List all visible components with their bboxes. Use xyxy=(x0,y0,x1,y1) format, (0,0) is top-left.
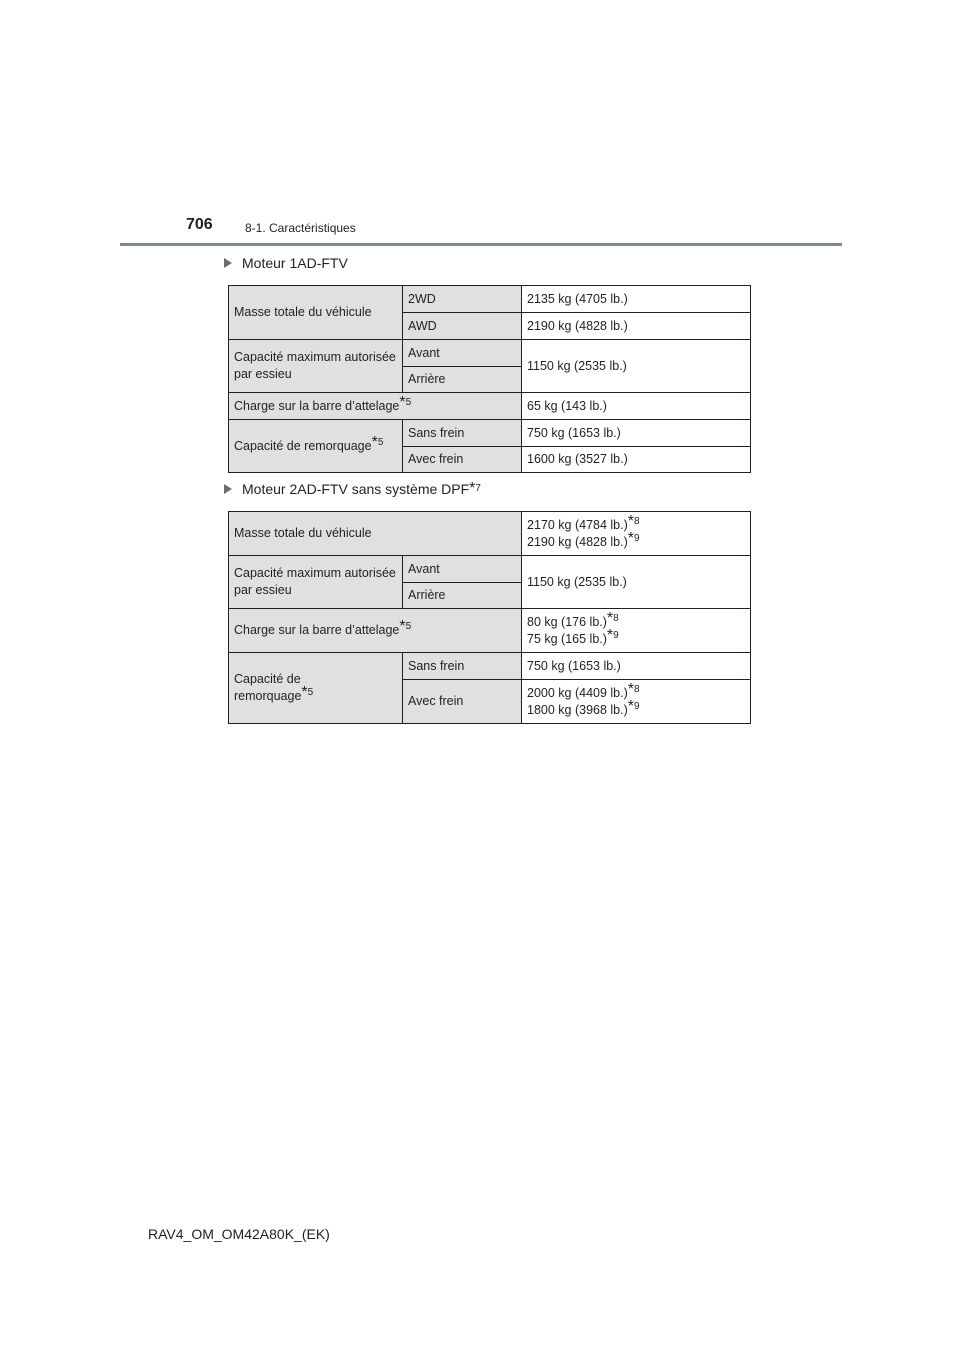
table-row xyxy=(229,609,751,653)
avec-frein-value: 1600 kg (3527 lb.) xyxy=(522,447,751,473)
page-number: 706 xyxy=(186,216,213,233)
essieu-value: 1150 kg (2535 lb.) xyxy=(522,556,751,609)
footnote-number: 8 xyxy=(634,515,640,527)
footnote-number: 5 xyxy=(377,436,384,448)
charge-barre-label: Charge sur la barre d’attelage xyxy=(234,398,400,413)
subheading-1ad-ftv xyxy=(224,255,348,271)
charge-barre-cell xyxy=(229,393,522,420)
footnote-number: 8 xyxy=(613,612,619,624)
footer-code: RAV4_OM_OM42A80K_(EK) xyxy=(148,1226,330,1242)
masse-awd-value: 2190 kg (4828 lb.) xyxy=(522,313,751,340)
header-divider xyxy=(120,243,842,246)
remorquage-cell xyxy=(229,420,403,473)
table-row xyxy=(229,420,751,447)
table-row xyxy=(229,512,751,556)
masse-value-1: 2170 kg (4784 lb.) xyxy=(527,517,628,532)
charge-barre-label: Charge sur la barre d’attelage xyxy=(234,623,400,637)
footnote-asterisk: * xyxy=(627,512,634,530)
table-row xyxy=(229,653,751,680)
masse-totale-label: Masse totale du véhicule xyxy=(229,286,403,340)
masse-awd-label: AWD xyxy=(403,313,522,340)
charge-barre-value: 65 kg (143 lb.) xyxy=(522,393,751,420)
masse-value-2: 2190 kg (4828 lb.) xyxy=(527,534,628,549)
footnote-number: 9 xyxy=(634,532,640,544)
remorquage-cell xyxy=(229,653,403,724)
footnote-asterisk: * xyxy=(399,393,406,411)
charge-value-1: 80 kg (176 lb.) xyxy=(527,614,607,629)
avec-frein-value-2: 1800 kg (3968 lb.) xyxy=(527,702,628,717)
charge-barre-cell xyxy=(229,609,522,653)
charge-value-2: 75 kg (165 lb.) xyxy=(527,631,607,646)
masse-2wd-label: 2WD xyxy=(403,286,522,313)
remorquage-label-line-2: remorquage xyxy=(234,689,302,703)
footnote-asterisk: * xyxy=(399,618,406,635)
spec-table-1ad-ftv xyxy=(228,285,751,473)
remorquage-label: Capacité de remorquage xyxy=(234,438,372,453)
subheading-2ad-ftv: Moteur 2AD-FTV sans système DPF * 7 xyxy=(224,481,481,497)
triangle-bullet-icon xyxy=(224,258,232,268)
subheading-text: Moteur 2AD-FTV sans système DPF xyxy=(242,481,470,497)
footnote-asterisk: * xyxy=(627,680,634,698)
footnote-asterisk: * xyxy=(606,626,614,644)
essieu-value: 1150 kg (2535 lb.) xyxy=(522,340,751,393)
table-row xyxy=(229,393,751,420)
masse-totale-value xyxy=(522,512,751,556)
remorquage-label-line-1: Capacité de xyxy=(234,672,301,686)
masse-2wd-value: 2135 kg (4705 lb.) xyxy=(522,286,751,313)
sans-frein-value: 750 kg (1653 lb.) xyxy=(522,653,751,680)
footnote-number: 8 xyxy=(634,683,640,695)
section-title: 8-1. Caractéristiques xyxy=(245,221,356,235)
masse-totale-label: Masse totale du véhicule xyxy=(229,512,522,556)
footnote-number: 5 xyxy=(405,621,412,632)
footnote-number: 9 xyxy=(634,700,640,712)
capacite-essieu-label: Capacité maximum autorisée par essieu xyxy=(229,556,403,609)
sans-frein-label: Sans frein xyxy=(403,420,522,447)
footnote-asterisk: * xyxy=(627,529,634,547)
triangle-bullet-icon xyxy=(224,484,232,494)
avant-label: Avant xyxy=(403,556,522,583)
table-row xyxy=(229,340,751,367)
table-row xyxy=(229,286,751,313)
footnote-asterisk: * xyxy=(606,609,614,627)
arriere-label: Arrière xyxy=(403,583,522,609)
sans-frein-label: Sans frein xyxy=(403,653,522,680)
avec-frein-value xyxy=(522,680,751,724)
capacite-essieu-label: Capacité maximum autorisée par essieu xyxy=(229,340,403,393)
avant-label: Avant xyxy=(403,340,522,367)
sans-frein-value: 750 kg (1653 lb.) xyxy=(522,420,751,447)
footnote-number: 5 xyxy=(307,687,314,698)
footnote-number: 9 xyxy=(613,629,619,641)
avec-frein-label: Avec frein xyxy=(403,447,522,473)
footnote-asterisk: * xyxy=(371,433,378,451)
subheading-text: Moteur 1AD-FTV xyxy=(242,255,348,271)
spec-table-2ad-ftv xyxy=(228,511,751,724)
footnote-number: 5 xyxy=(405,396,412,408)
table-row xyxy=(229,556,751,583)
footnote-asterisk: * xyxy=(627,697,634,715)
charge-barre-value xyxy=(522,609,751,653)
avec-frein-value-1: 2000 kg (4409 lb.) xyxy=(527,685,628,700)
footnote-asterisk: * xyxy=(301,684,308,701)
arriere-label: Arrière xyxy=(403,367,522,393)
avec-frein-label: Avec frein xyxy=(403,680,522,724)
